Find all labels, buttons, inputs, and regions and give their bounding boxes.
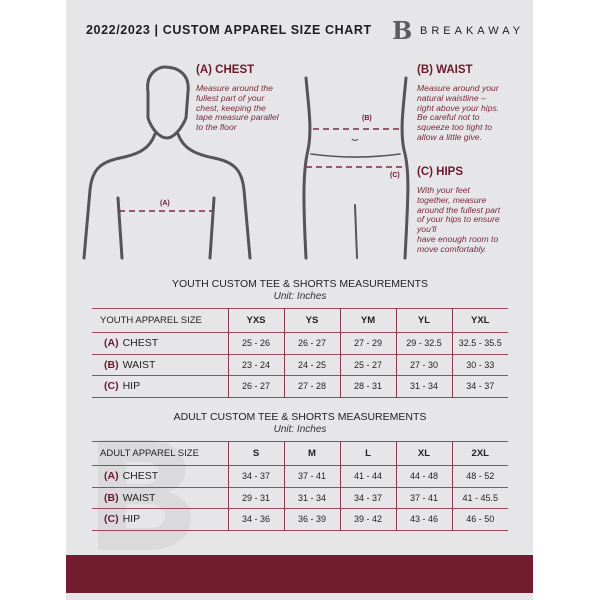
lower-body-figure: [304, 78, 408, 258]
table-cell: 43 - 46: [396, 509, 452, 531]
table-cell: 29 - 31: [228, 487, 284, 509]
table-cell: 27 - 28: [284, 376, 340, 398]
table-cell: 41 - 45.5: [452, 487, 508, 509]
hips-heading: (C) HIPS: [417, 166, 463, 178]
hips-description: With your feet together, measure around the fullest part of your hips to ensure you'll have enough room to move comfortably.: [417, 185, 501, 254]
table-cell: 31 - 34: [396, 376, 452, 398]
column-header: 2XL: [452, 442, 508, 466]
table-cell: 25 - 26: [228, 333, 284, 355]
hips-marker: (C): [390, 172, 400, 179]
column-header: YXL: [452, 309, 508, 333]
table-cell: 26 - 27: [228, 376, 284, 398]
table-row: [92, 376, 508, 398]
page-title: 2022/2023 | CUSTOM APPAREL SIZE CHART: [86, 23, 372, 37]
table-cell: 34 - 36: [228, 509, 284, 531]
row-label: (A) CHEST: [104, 470, 159, 483]
youth-table-title: YOUTH CUSTOM TEE & SHORTS MEASUREMENTS: [171, 278, 429, 290]
column-header: S: [228, 442, 284, 466]
waist-marker: (B): [362, 115, 372, 122]
table-cell: 39 - 42: [340, 509, 396, 531]
table-cell: 41 - 44: [340, 466, 396, 488]
footer-bar: [66, 555, 533, 593]
table-row: [92, 333, 508, 355]
table-cell: 34 - 37: [452, 376, 508, 398]
body-figures: [0, 0, 600, 270]
row-label: (C) HIP: [104, 380, 141, 393]
table-row: [92, 466, 508, 488]
table-cell: 46 - 50: [452, 509, 508, 531]
column-header: YS: [284, 309, 340, 333]
table-cell: 36 - 39: [284, 509, 340, 531]
youth-size-table: [92, 308, 508, 398]
table-cell: 37 - 41: [284, 466, 340, 488]
table-cell: 48 - 52: [452, 466, 508, 488]
table-cell: 32.5 - 35.5: [452, 333, 508, 355]
row-label: (B) WAIST: [104, 491, 156, 504]
column-header: L: [340, 442, 396, 466]
column-header: YXS: [228, 309, 284, 333]
table-cell: 29 - 32.5: [396, 333, 452, 355]
table-cell: 34 - 37: [340, 487, 396, 509]
table-cell: 30 - 33: [452, 354, 508, 376]
table-header-row: [92, 309, 508, 333]
table-cell: 28 - 31: [340, 376, 396, 398]
chest-description: Measure around the fullest part of your chest, keeping the tape measure parallel to the floor: [196, 83, 279, 133]
brand-logo-icon: B: [392, 16, 413, 45]
waist-heading: (B) WAIST: [417, 64, 473, 76]
column-header: M: [284, 442, 340, 466]
table-cell: 37 - 41: [396, 487, 452, 509]
table-header-row: [92, 442, 508, 466]
table-row: [92, 487, 508, 509]
adult-table-title: ADULT CUSTOM TEE & SHORTS MEASUREMENTS: [173, 411, 427, 423]
table-cell: 25 - 27: [340, 354, 396, 376]
table-row: [92, 354, 508, 376]
table-cell: 34 - 37: [228, 466, 284, 488]
brand-name: BREAKAWAY: [420, 25, 525, 37]
column-header: YL: [396, 309, 452, 333]
table-cell: 27 - 30: [396, 354, 452, 376]
column-header: YOUTH APPAREL SIZE: [100, 315, 202, 326]
table-cell: 27 - 29: [340, 333, 396, 355]
table-cell: 31 - 34: [284, 487, 340, 509]
table-cell: 24 - 25: [284, 354, 340, 376]
column-header: YM: [340, 309, 396, 333]
table-row: [92, 509, 508, 531]
waist-description: Measure around your natural waistline – right above your hips. Be careful not to squeeze too tight to allow a little give.: [417, 83, 500, 142]
row-label: (B) WAIST: [104, 358, 156, 371]
adult-size-table: [92, 441, 508, 531]
table-cell: 44 - 48: [396, 466, 452, 488]
chest-marker: (A): [160, 200, 170, 207]
row-label: (C) HIP: [104, 513, 141, 526]
youth-unit: Unit: Inches: [273, 291, 327, 302]
table-cell: 23 - 24: [228, 354, 284, 376]
table-cell: 26 - 27: [284, 333, 340, 355]
row-label: (A) CHEST: [104, 337, 159, 350]
column-header: ADULT APPAREL SIZE: [100, 448, 199, 459]
adult-unit: Unit: Inches: [273, 424, 327, 435]
chest-heading: (A) CHEST: [196, 64, 255, 76]
column-header: XL: [396, 442, 452, 466]
